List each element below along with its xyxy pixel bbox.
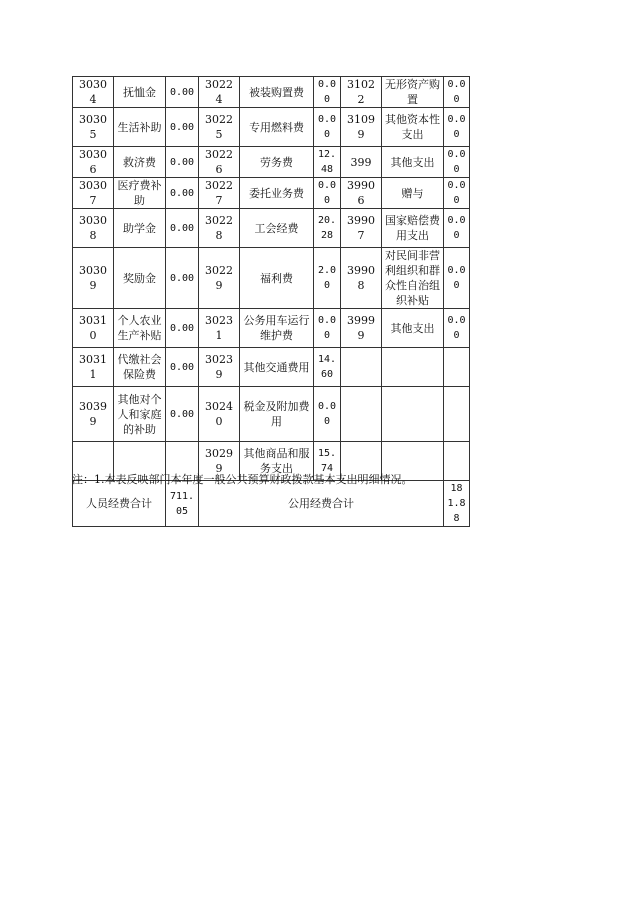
- cell-g3-code: 399: [341, 147, 382, 178]
- table-row: [73, 147, 470, 178]
- cell-g1-code: 30304: [73, 77, 114, 108]
- cell-g3-code: 31022: [341, 77, 382, 108]
- table-row: [73, 77, 470, 108]
- cell-g3-code: 39908: [341, 248, 382, 309]
- cell-g3-code: 39906: [341, 178, 382, 209]
- cell-g3-code: [341, 387, 382, 442]
- cell-g1-amount: 0.00: [166, 248, 199, 309]
- cell-g3-code: 39907: [341, 209, 382, 248]
- table-row: [73, 309, 470, 348]
- cell-g2-item: 福利费: [240, 248, 314, 309]
- cell-g3-code: [341, 348, 382, 387]
- cell-g3-amount: [444, 348, 470, 387]
- cell-g2-item: 专用燃料费: [240, 108, 314, 147]
- public-total-value: 181.88: [444, 481, 470, 527]
- cell-g3-amount: [444, 442, 470, 481]
- cell-g2-code: 30299: [199, 442, 240, 481]
- cell-g2-code: 30225: [199, 108, 240, 147]
- cell-g1-code: 30399: [73, 387, 114, 442]
- cell-g2-item: 税金及附加费用: [240, 387, 314, 442]
- cell-g2-code: 30228: [199, 209, 240, 248]
- cell-g3-item: 对民间非营利组织和群众性自治组织补贴: [382, 248, 444, 309]
- cell-g3-item: 其他资本性支出: [382, 108, 444, 147]
- cell-g3-amount: 0.00: [444, 147, 470, 178]
- expenditure-detail-table: [72, 76, 470, 527]
- cell-g2-item: 委托业务费: [240, 178, 314, 209]
- cell-g2-item: 劳务费: [240, 147, 314, 178]
- cell-g2-code: 30224: [199, 77, 240, 108]
- cell-g1-item: 助学金: [114, 209, 166, 248]
- cell-g1-amount: 0.00: [166, 209, 199, 248]
- cell-g1-code: 30308: [73, 209, 114, 248]
- cell-g1-item: 代缴社会保险费: [114, 348, 166, 387]
- cell-g2-amount: 14.60: [314, 348, 341, 387]
- cell-g1-item: 救济费: [114, 147, 166, 178]
- table-row: [73, 387, 470, 442]
- cell-g3-amount: [444, 387, 470, 442]
- cell-g2-amount: 0.00: [314, 108, 341, 147]
- cell-g1-amount: 0.00: [166, 387, 199, 442]
- cell-g1-item: 个人农业生产补贴: [114, 309, 166, 348]
- personnel-total-value: 711.05: [166, 481, 199, 527]
- table-row: [73, 178, 470, 209]
- cell-g2-amount: 0.00: [314, 77, 341, 108]
- cell-g3-code: 31099: [341, 108, 382, 147]
- cell-g1-code: 30305: [73, 108, 114, 147]
- cell-g3-item: [382, 387, 444, 442]
- cell-g1-amount: 0.00: [166, 147, 199, 178]
- cell-g1-code: 30311: [73, 348, 114, 387]
- cell-g1-code: 30306: [73, 147, 114, 178]
- personnel-total-label: 人员经费合计: [73, 481, 166, 527]
- cell-g1-item: 医疗费补助: [114, 178, 166, 209]
- cell-g3-amount: 0.00: [444, 77, 470, 108]
- cell-g2-code: 30239: [199, 348, 240, 387]
- cell-g2-code: 30231: [199, 309, 240, 348]
- cell-g2-item: 其他交通费用: [240, 348, 314, 387]
- cell-g3-amount: 0.00: [444, 108, 470, 147]
- cell-g3-item: 无形资产购置: [382, 77, 444, 108]
- cell-g3-item: 赠与: [382, 178, 444, 209]
- cell-g2-amount: 15.74: [314, 442, 341, 481]
- cell-g2-amount: 12.48: [314, 147, 341, 178]
- cell-g3-item: 其他支出: [382, 309, 444, 348]
- cell-g3-amount: 0.00: [444, 248, 470, 309]
- table-footnote: 注：1.本表反映部门本年度一般公共预算财政拨款基本支出明细情况。: [72, 473, 413, 486]
- cell-g3-item: 其他支出: [382, 147, 444, 178]
- table-body: [73, 77, 470, 527]
- cell-g3-item: [382, 348, 444, 387]
- cell-g2-amount: 0.00: [314, 309, 341, 348]
- cell-g2-amount: 0.00: [314, 387, 341, 442]
- cell-g2-code: 30240: [199, 387, 240, 442]
- cell-g1-code: 30307: [73, 178, 114, 209]
- table-row: [73, 108, 470, 147]
- cell-g3-item: 国家赔偿费用支出: [382, 209, 444, 248]
- cell-g1-amount: 0.00: [166, 77, 199, 108]
- cell-g1-amount: 0.00: [166, 309, 199, 348]
- cell-g1-amount: 0.00: [166, 178, 199, 209]
- cell-g1-item: 生活补助: [114, 108, 166, 147]
- table-row: [73, 348, 470, 387]
- cell-g2-amount: 2.00: [314, 248, 341, 309]
- cell-g2-amount: 0.00: [314, 178, 341, 209]
- total-row: [73, 481, 470, 527]
- cell-g2-item: 工会经费: [240, 209, 314, 248]
- table-row: [73, 209, 470, 248]
- cell-g3-code: 39999: [341, 309, 382, 348]
- cell-g1-item: 奖励金: [114, 248, 166, 309]
- cell-g1-code: 30309: [73, 248, 114, 309]
- table-row: [73, 248, 470, 309]
- cell-g3-amount: 0.00: [444, 309, 470, 348]
- cell-g1-code: 30310: [73, 309, 114, 348]
- cell-g1-amount: 0.00: [166, 348, 199, 387]
- cell-g2-code: 30226: [199, 147, 240, 178]
- cell-g1-amount: 0.00: [166, 108, 199, 147]
- public-total-label: 公用经费合计: [199, 481, 444, 527]
- cell-g1-item: 抚恤金: [114, 77, 166, 108]
- cell-g1-item: 其他对个人和家庭的补助: [114, 387, 166, 442]
- cell-g2-code: 30229: [199, 248, 240, 309]
- cell-g2-item: 公务用车运行维护费: [240, 309, 314, 348]
- cell-g2-item: 其他商品和服务支出: [240, 442, 314, 481]
- cell-g2-code: 30227: [199, 178, 240, 209]
- cell-g2-item: 被装购置费: [240, 77, 314, 108]
- cell-g3-amount: 0.00: [444, 178, 470, 209]
- cell-g2-amount: 20.28: [314, 209, 341, 248]
- cell-g3-amount: 0.00: [444, 209, 470, 248]
